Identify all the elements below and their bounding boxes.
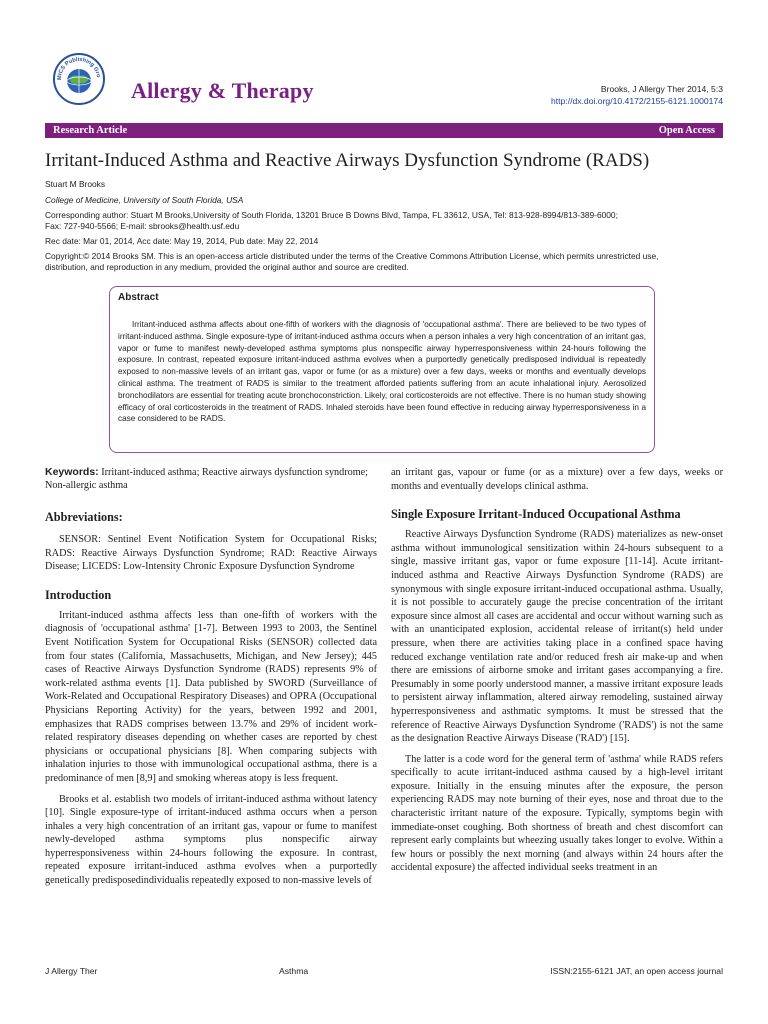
article-dates: Rec date: Mar 01, 2014, Acc date: May 19, 2014, Pub date: May 22, 2014: [45, 236, 319, 246]
citation-block: [551, 83, 723, 107]
introduction-paragraph-2: Brooks et al. establish two models of irritant-induced asthma without latency [10]. Single exposure-type of irritant-induced asthma occurs when a person inhales a very high concentration of an irritant gas, vapour or fume to manifest newly-developed asthma symptoms plus nonspecific airway hyperresponsiveness within 24-hours following the exposure. In contrast, repeated exposure irritant-induced asthma evolves when a purportedly genetically predisposedindividualis repeatedly exposed to non-massive levels of: [45, 793, 377, 887]
abbreviations-text: SENSOR: Sentinel Event Notification System for Occupational Risks; RADS: Reactive Airways Dysfunction Syndrome; RAD: Reactive Airways Disease; LICEDS: Low-Intensity Chronic Exposure Dysfunction Syndrome: [45, 534, 377, 573]
open-access-label: Open Access: [658, 125, 715, 136]
article-type-label: Research Article: [53, 125, 128, 136]
copyright: [45, 251, 725, 272]
footer-issn: ISSN:2155-6121 JAT, an open access journal: [550, 966, 723, 976]
right-column: [391, 466, 723, 875]
single-exposure-heading: Single Exposure Irritant-Induced Occupational Asthma: [391, 507, 681, 522]
doi-link[interactable]: http://dx.doi.org/10.4172/2155-6121.1000174: [550, 96, 723, 106]
keywords: [45, 466, 377, 492]
abstract-box: [109, 286, 655, 453]
abstract-heading: Abstract: [118, 292, 159, 303]
keywords-text: Irritant-induced asthma; Reactive airways dysfunction syndrome; Non-allergic asthma: [45, 467, 369, 491]
single-exposure-paragraph-2: The latter is a code word for the general term of 'asthma' while RADS refers specifically to acute irritant-induced asthma caused by a high-level irritant exposure. Initially in the ensuing minutes after the exposure, the person experiencing RADS may note burning of their eyes, nose and throat due to the characteristic irritant nature of the exposure. Typically, symptoms begin with immediate-onset coughing. Both shortness of breath and chest discomfort can represent early complaints but wheezing usually takes longer to evolve. Within a few hours or possibly the next morning (and always within 24 hours after the accidental exposure) the affected individual seeks treatment in an: [391, 753, 723, 874]
copyright-line-2: distribution, and reproduction in any medium, provided the original author and source are credited.: [45, 261, 409, 272]
continuation-text: an irritant gas, vapour or fume (or as a mixture) over a few days, weeks or months and eventually develops clinical asthma.: [391, 467, 723, 492]
introduction-paragraph-1: Irritant-induced asthma affects less than one-fifth of workers with the diagnosis of 'occupational asthma' [1-7]. Between 1993 to 2003, the Sentinel Event Notification System for Occupational Risks (SENSOR) collected data from four states (California, Massachusetts, Michigan, and New Jersey); 445 cases of Reactive Airways Dysfunction Syndrome (RADS) represents 9% of work-related asthma events [1]. Data published by SWORD (Surveillance of Work-Related and Occupational Respiratory Diseases) and OPRA (Occupational Physicians Reporting Activity) for the years, between 1992 and 2001, emphasizes that RADS comprises between 13.7% and 29% of incident work-related respiratory diseases depending on whether cases are reported by chest physicians or occupational physicians [8]. When comparing subjects with inhalation injuries to those with immunological occupational asthma, there is a predominance of men [8,9] and smoking whereas atopy is less frequent.: [45, 609, 377, 784]
article-type-banner: [45, 123, 723, 138]
left-column: [45, 466, 377, 888]
correspondence-line-1: Corresponding author: Stuart M Brooks,University of South Florida, 13201 Bruce B Downs Blvd, Tampa, FL 33612, USA, Tel: 813-928-8994/813-389-6000;: [45, 210, 618, 220]
introduction-heading: Introduction: [45, 587, 112, 602]
logo-text: MICS Publishing Gro: [56, 56, 101, 81]
correspondence-line-2: Fax: 727-940-5566; E-mail: sbrooks@health.usf.edu: [45, 220, 240, 231]
copyright-line-1: Copyright:© 2014 Brooks SM. This is an open-access article distributed under the terms of the Creative Commons Attribution License, which permits unrestricted use,: [45, 251, 659, 261]
abstract-text: Irritant-induced asthma affects about one-fifth of workers with the diagnosis of 'occupational asthma'. There are believed to be two types of irritant-induced asthma. Single exposure-type of irritant-induced asthma occurs when a person inhales a very high concentration of an irritant gas, vapor or fume to manifest newly-developed asthma symptoms plus nonspecific airway hyperresponsiveness within 24-hours following the exposure. In contrast, repeated exposure irritant-induced asthma evolves when a purportedly genetically predisposed individual is repeatedly exposed to non-massive levels of an irritant gas, vapor or fume (or as a mixture) over a few days, weeks or months and eventually develops clinical asthma. The treatment of RADS is similar to the treatment afforded patients suffering from an acute inhalational injury. Aerosolized bronchodilators are essential for treating acute bronchoconstriction. Likely, oral corticosteroids are not effective. There is no human study showing efficacy of oral corticosteroids in the treatment of RADS. Inhaled steroids have been found effective in reducing airway hyperresponsiveness in a case considered to be RADS.: [118, 320, 646, 424]
keywords-label: Keywords:: [45, 466, 99, 478]
single-exposure-paragraph-1: Reactive Airways Dysfunction Syndrome (RADS) materializes as new-onset asthma without immunological sensitization within 24-hours subsequent to a single, massive irritant gas, vapor or fume exposure [11-14]. Acute irritant-induced asthma and Reactive Airways Dysfunction Syndrome (RADS) are synonymous with single exposure irritant-induced occupational asthma. Usually, it is not possible to accurately gauge the precise concentration of the irritant exposure since almost all cases are accidental and occur without warning such as with an unanticipated explosion, accidental release of irritant(s) held under pressure, when there are activities taking place in a confined space having reduced exchange ventilation rate and/or reduced fresh air make-up and when there are emissions of airborne smoke and irritant gases accompanying a fire. Presumably in some poorly understood manner, a massive irritant exposure leads to persistent airway inflammation, altered airway remodeling, sustained airway hyperresponsiveness and asthmatic symptoms. It must be stressed that the reference of Reactive Airways Dysfunction Syndrome ('RADS') is not the same as the designation Reactive Airways Disease ('RAD') [15].: [391, 529, 723, 745]
article-title: Irritant-Induced Asthma and Reactive Airways Dysfunction Syndrome (RADS): [45, 150, 650, 171]
abbreviations-heading: Abbreviations:: [45, 510, 123, 524]
journal-title: Allergy & Therapy: [131, 78, 314, 103]
citation-text: Brooks, J Allergy Ther 2014, 5:3: [600, 84, 723, 94]
footer-topic: Asthma: [279, 966, 309, 976]
affiliation: College of Medicine, University of South Florida, USA: [45, 195, 244, 205]
correspondence: [45, 210, 725, 231]
footer-journal: J Allergy Ther: [45, 966, 98, 976]
publisher-logo: [52, 52, 106, 106]
author-name: Stuart M Brooks: [45, 179, 106, 189]
